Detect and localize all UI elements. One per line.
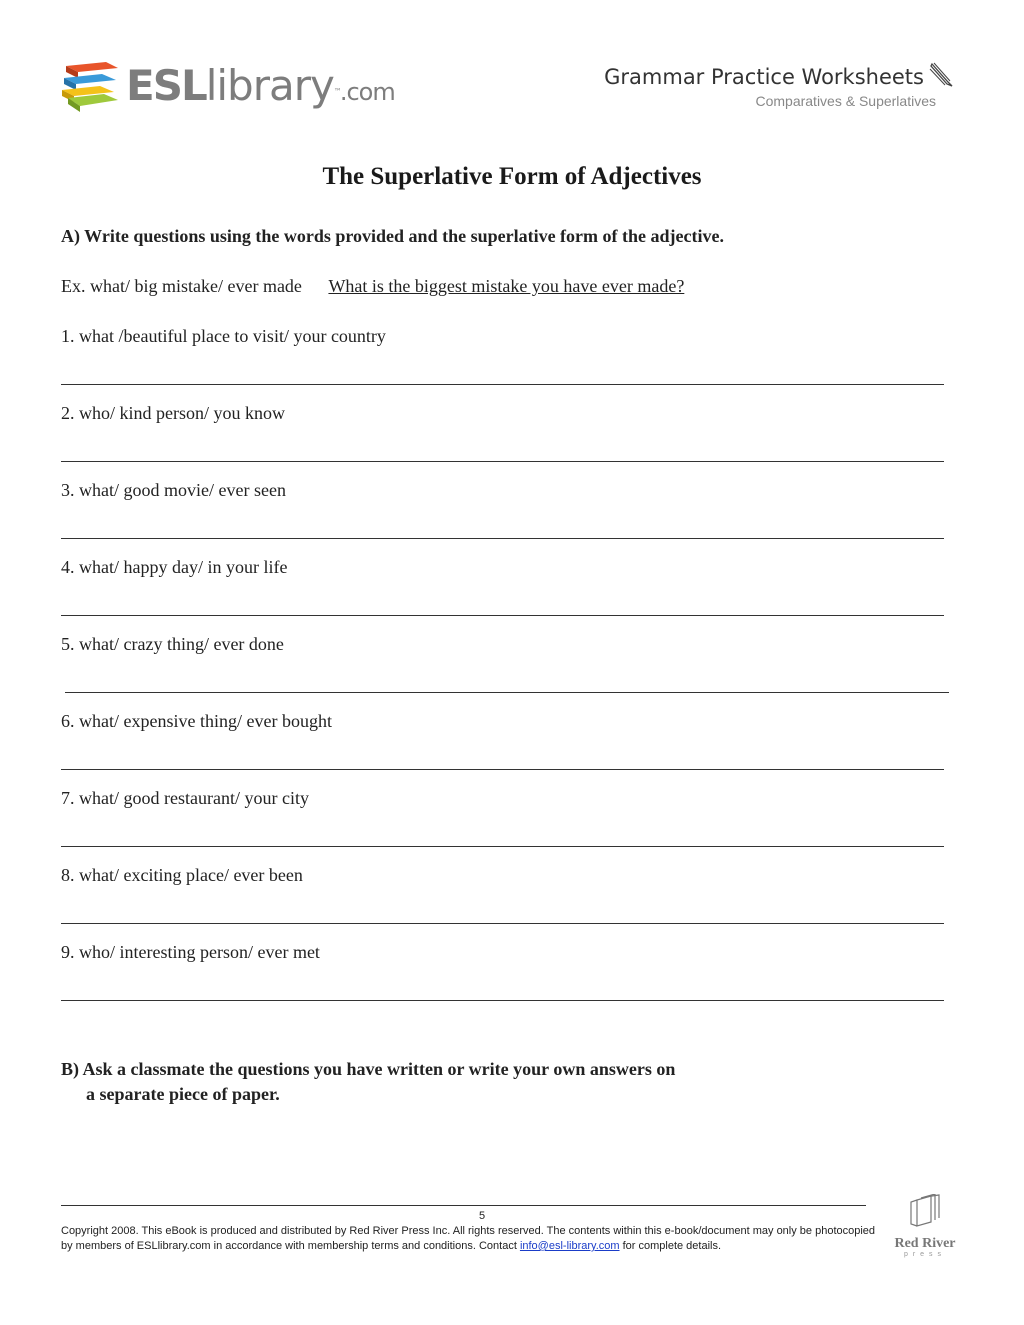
pages-icon [907,1194,943,1230]
logo-wordmark: ESLlibrary™.com [126,61,395,110]
publisher-press: press [903,1251,947,1258]
answer-line-5[interactable] [65,692,949,693]
section-b-instruction: B) Ask a classmate the questions you have written or write your own answers on a separate piece of paper. [61,1059,676,1104]
footer-divider [61,1205,866,1206]
page-title: The Superlative Form of Adjectives [322,163,702,190]
publisher-name: Red River [894,1236,956,1251]
answer-line-1[interactable] [61,384,944,385]
books-stack-icon [60,58,122,116]
answer-line-9[interactable] [61,1000,944,1001]
example-answer: What is the biggest mistake you have ever made? [328,276,685,296]
question-6: 6. what/ expensive thing/ ever bought [61,711,332,731]
question-7: 7. what/ good restaurant/ your city [61,788,309,808]
pencil-icon [928,60,954,88]
esl-library-logo [60,58,395,118]
question-9: 9. who/ interesting person/ ever met [61,942,320,962]
page-number: 5 [478,1210,486,1222]
answer-line-4[interactable] [61,615,944,616]
example-prompt: Ex. what/ big mistake/ ever made [61,276,302,296]
section-a-instruction: A) Write questions using the words provided and the superlative form of the adjective. [61,226,724,246]
series-title: Grammar Practice Worksheets [604,60,954,89]
question-3: 3. what/ good movie/ ever seen [61,480,286,500]
question-5: 5. what/ crazy thing/ ever done [61,634,284,654]
answer-line-6[interactable] [61,769,944,770]
answer-line-7[interactable] [61,846,944,847]
question-8: 8. what/ exciting place/ ever been [61,865,303,885]
red-river-press-logo [890,1194,960,1256]
answer-line-2[interactable] [61,461,944,462]
copyright-notice: Copyright 2008. This eBook is produced and distributed by Red River Press Inc. All rights reserved. The contents within this e-book/document may only be photocopied by members of ESLlibrary.com in accordance with membership terms and conditions. Contact info@esl-library.com for complete details. [61,1225,876,1252]
question-2: 2. who/ kind person/ you know [61,403,285,423]
example [61,276,684,297]
answer-line-8[interactable] [61,923,944,924]
answer-line-3[interactable] [61,538,944,539]
series-subtitle: Comparatives & Superlatives [755,93,936,109]
question-1: 1. what /beautiful place to visit/ your country [61,326,386,346]
worksheet-header [604,60,954,109]
question-4: 4. what/ happy day/ in your life [61,557,288,577]
email-link[interactable]: info@esl-library.com [519,1240,620,1252]
